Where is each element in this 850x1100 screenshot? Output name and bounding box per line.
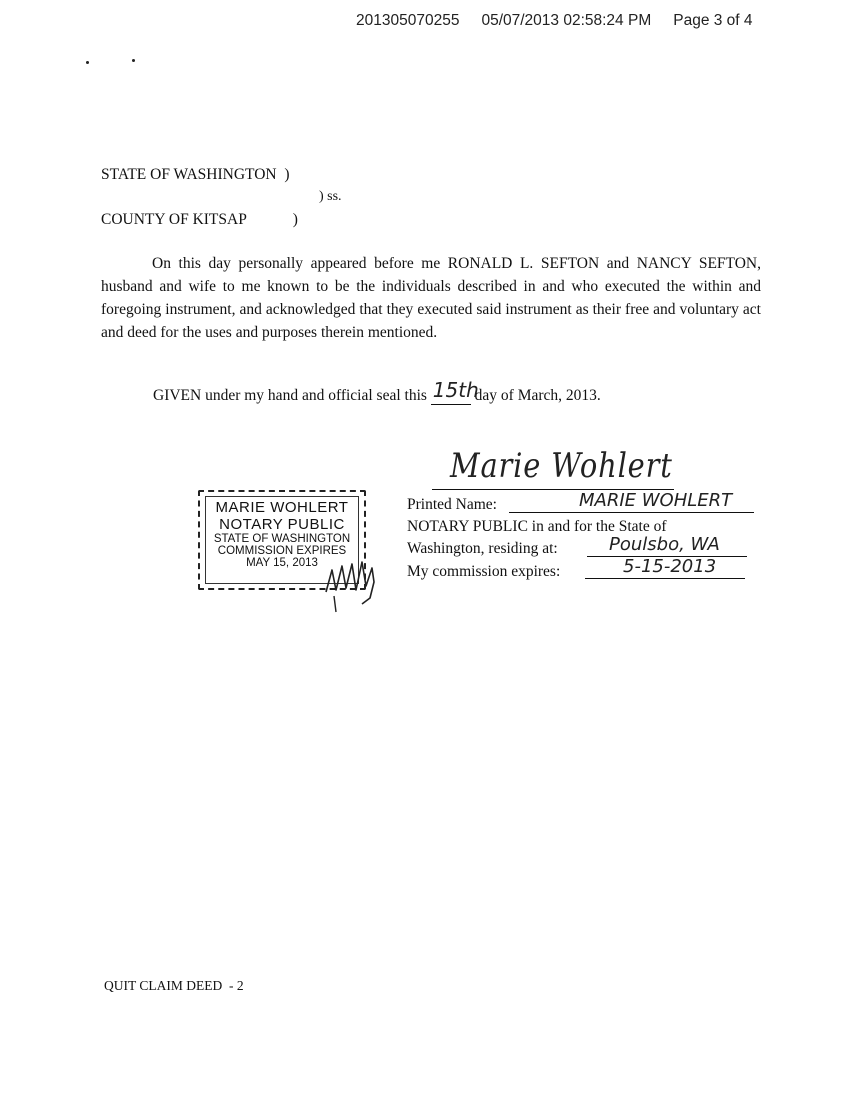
residing-handwritten: Poulsbo, WA: [609, 534, 720, 555]
stamp-expiry: MAY 15, 2013: [246, 557, 318, 569]
venue-state: STATE OF WASHINGTON ): [101, 166, 290, 183]
stamp-name: MARIE WOHLERT: [215, 499, 349, 516]
stamp-state: STATE OF WASHINGTON: [213, 533, 351, 545]
day-blank: [431, 378, 479, 405]
given-prefix: GIVEN under my hand and official seal this: [153, 387, 427, 404]
document-footer: QUIT CLAIM DEED - 2: [104, 978, 244, 993]
scan-speck: [86, 61, 89, 64]
printed-name-label: Printed Name:: [407, 496, 497, 513]
stamp-commission: COMMISSION EXPIRES: [217, 545, 347, 557]
day-handwritten: 15th: [432, 378, 479, 402]
document-number: 201305070255: [356, 12, 460, 29]
residing-field: [587, 536, 747, 557]
stamp-initials-scribble: [322, 552, 382, 616]
recording-header: [356, 12, 775, 30]
expires-label: My commission expires:: [407, 563, 561, 580]
notary-signature: Marie Wohlert: [450, 446, 673, 486]
expires-handwritten: 5-15-2013: [623, 556, 717, 577]
residing-label: Washington, residing at:: [407, 540, 558, 557]
notary-public-line: NOTARY PUBLIC in and for the State of: [407, 518, 667, 535]
stamp-title: NOTARY PUBLIC: [219, 516, 345, 533]
venue-ss: ) ss.: [319, 189, 342, 204]
expires-field: [585, 558, 745, 579]
page-indicator: Page 3 of 4: [673, 12, 753, 29]
given-line: [153, 378, 601, 405]
scan-speck: [132, 59, 135, 62]
recording-datetime: 05/07/2013 02:58:24 PM: [481, 12, 652, 29]
given-suffix: day of March, 2013.: [470, 387, 601, 404]
printed-name-field: [509, 492, 754, 513]
acknowledgment-paragraph: On this day personally appeared before me RONALD L. SEFTON and NANCY SEFTON, husband and wife to me known to be the individuals described in and who executed the within and foregoing instrument, and acknowledged that they executed said instrument as their free and voluntary act and deed for the uses and purposes therein mentioned.: [101, 255, 761, 341]
venue-county: COUNTY OF KITSAP ): [101, 211, 298, 228]
printed-name-handwritten: MARIE WOHLERT: [579, 490, 733, 511]
